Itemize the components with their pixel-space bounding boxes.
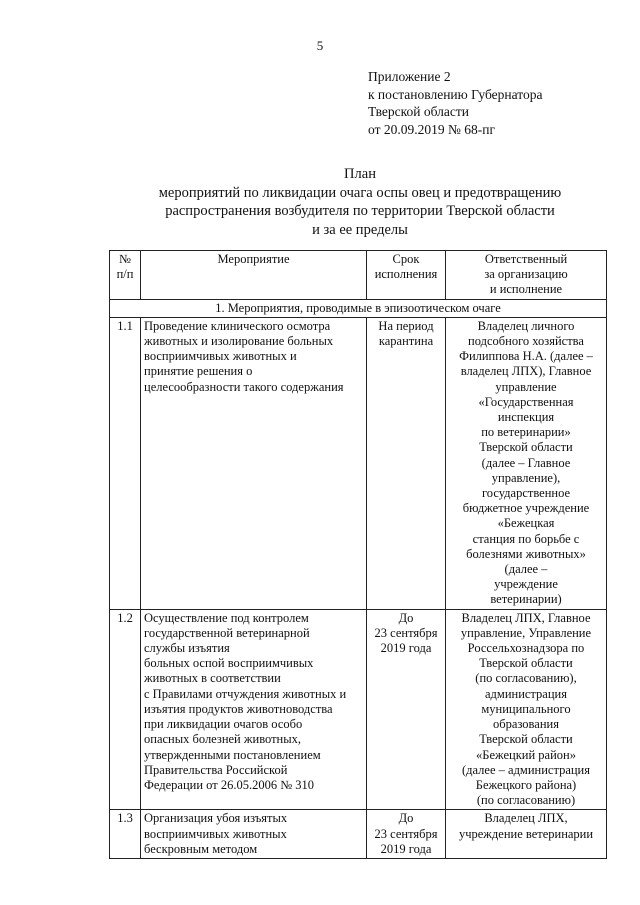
document-title [80, 165, 640, 239]
section-row [110, 299, 607, 317]
row-responsible: Владелец ЛПХ, Главное управление, Управление Россельхознадзора по Тверской области (по согласованию), администрация муниципального образования Тверской области «Бежецкий район» (далее – администрация Бежецкого района) (по согласованию) [446, 609, 607, 810]
appendix-line-4: от 20.09.2019 № 68-пг [368, 121, 495, 137]
page-number: 5 [316, 38, 324, 53]
header-term: Срок исполнения [367, 251, 446, 300]
appendix-header [368, 68, 542, 138]
row-responsible: Владелец личного подсобного хозяйства Филиппова Н.А. (далее – владелец ЛПХ), Главное управление «Государственная инспекция по ветеринарии» Тверской области (далее – Главное управление), государственное бюджетное учреждение «Бежецкая станция по борьбе с болезнями животных» (далее – учреждение ветеринарии) [446, 317, 607, 609]
row-num: 1.1 [110, 317, 141, 609]
row-term: На период карантина [367, 317, 446, 609]
table-row [110, 810, 607, 859]
appendix-line-1: Приложение 2 [368, 69, 451, 84]
title-line-1: План [344, 166, 376, 182]
row-num: 1.2 [110, 609, 141, 810]
plan-table [109, 250, 607, 859]
header-activity: Мероприятие [141, 251, 367, 300]
title-line-2: мероприятий по ликвидации очага оспы овец и предотвращению [158, 184, 562, 201]
row-term: До 23 сентября 2019 года [367, 609, 446, 810]
table-row [110, 609, 607, 810]
row-activity: Проведение клинического осмотра животных и изолирование больных восприимчивых животных и принятие решения о целесообразности такого содержания [141, 317, 367, 609]
title-line-3: распространения возбудителя по территории Тверской области [165, 203, 555, 219]
row-term: До 23 сентября 2019 года [367, 810, 446, 859]
table-row [110, 317, 607, 609]
section-title: 1. Мероприятия, проводимые в эпизоотическом очаге [110, 299, 607, 317]
row-responsible: Владелец ЛПХ, учреждение ветеринарии [446, 810, 607, 859]
title-line-4: и за ее пределы [312, 221, 408, 238]
appendix-line-3: Тверской области [368, 104, 469, 119]
row-num: 1.3 [110, 810, 141, 859]
appendix-line-2: к постановлению Губернатора [368, 86, 543, 102]
row-activity: Осуществление под контролем государственной ветеринарной службы изъятия больных оспой восприимчивых животных в соответствии с Правилами отчуждения животных и изъятия продуктов животноводства при ликвидации очагов особо опасных болезней животных, утвержденными постановлением Правительства Российской Федерации от 26.05.2006 № 310 [141, 609, 367, 810]
header-responsible: Ответственный за организацию и исполнение [446, 251, 607, 300]
row-activity: Организация убоя изъятых восприимчивых животных бескровным методом [141, 810, 367, 859]
header-num: № п/п [110, 251, 141, 300]
table-header-row [110, 251, 607, 300]
